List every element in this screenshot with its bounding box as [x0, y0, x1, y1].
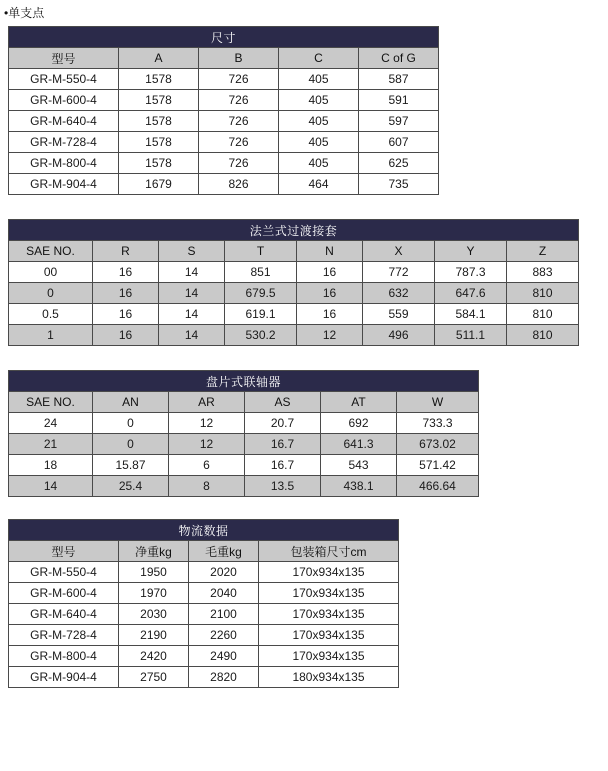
table-cell: 692: [321, 413, 397, 434]
table-cell: GR-M-728-4: [9, 132, 119, 153]
table-row: [9, 90, 439, 111]
table-title: 物流数据: [9, 520, 399, 541]
table-cell: 2100: [189, 604, 259, 625]
table-cell: 679.5: [225, 283, 297, 304]
table-cell: 2020: [189, 562, 259, 583]
column-header: AS: [245, 392, 321, 413]
table-cell: 496: [363, 325, 435, 346]
table-row: [9, 111, 439, 132]
table-cell: 170x934x135: [259, 646, 399, 667]
table-title-row: [9, 371, 479, 392]
table-cell: 1: [9, 325, 93, 346]
column-header: AR: [169, 392, 245, 413]
table-cell: 607: [359, 132, 439, 153]
table-cell: 1679: [119, 174, 199, 195]
table-row: [9, 262, 579, 283]
table-cell: 18: [9, 455, 93, 476]
table-cell: 851: [225, 262, 297, 283]
table-cell: GR-M-800-4: [9, 153, 119, 174]
section-bullet: •单支点: [4, 6, 45, 20]
table-title-row: [9, 220, 579, 241]
table-cell: 735: [359, 174, 439, 195]
table-cell: 0: [9, 283, 93, 304]
table-cell: 16.7: [245, 455, 321, 476]
table-cell: 543: [321, 455, 397, 476]
column-header: AT: [321, 392, 397, 413]
table-cell: 772: [363, 262, 435, 283]
table-cell: 14: [159, 325, 225, 346]
column-header: 型号: [9, 541, 119, 562]
table-cell: 673.02: [397, 434, 479, 455]
table-cell: 2820: [189, 667, 259, 688]
table-cell: 1578: [119, 69, 199, 90]
table-cell: 733.3: [397, 413, 479, 434]
table-cell: 405: [279, 90, 359, 111]
table-block-logistics: [0, 519, 608, 688]
table-row: [9, 625, 399, 646]
table-cell: 810: [507, 283, 579, 304]
table-cell: 2040: [189, 583, 259, 604]
table-cell: 16: [297, 304, 363, 325]
table-cell: 12: [297, 325, 363, 346]
table-cell: 726: [199, 132, 279, 153]
table-cell: 2190: [119, 625, 189, 646]
table-cell: 13.5: [245, 476, 321, 497]
tables-container: [0, 26, 608, 688]
table-cell: 1970: [119, 583, 189, 604]
table-cell: 8: [169, 476, 245, 497]
table-cell: 591: [359, 90, 439, 111]
column-header: 净重kg: [119, 541, 189, 562]
table-cell: 16: [93, 304, 159, 325]
table-spacer: [0, 195, 608, 219]
table-cell: 438.1: [321, 476, 397, 497]
table-spacer: [0, 346, 608, 370]
table-row: [9, 304, 579, 325]
column-header: C of G: [359, 48, 439, 69]
table-row: [9, 604, 399, 625]
table-cell: 2750: [119, 667, 189, 688]
table-cell: 1950: [119, 562, 189, 583]
table-header-row: [9, 48, 439, 69]
table-cell: 826: [199, 174, 279, 195]
column-header: 型号: [9, 48, 119, 69]
column-header: R: [93, 241, 159, 262]
table-cell: GR-M-600-4: [9, 583, 119, 604]
table-cell: 0: [93, 434, 169, 455]
column-header: X: [363, 241, 435, 262]
table-title: 盘片式联轴器: [9, 371, 479, 392]
table-header-row: [9, 392, 479, 413]
table-cell: 16: [297, 283, 363, 304]
table-cell: 405: [279, 111, 359, 132]
column-header: 包装箱尺寸cm: [259, 541, 399, 562]
table-row: [9, 69, 439, 90]
table-cell: 647.6: [435, 283, 507, 304]
table-cell: 619.1: [225, 304, 297, 325]
table-cell: 21: [9, 434, 93, 455]
table-cell: 2260: [189, 625, 259, 646]
table-cell: 16: [93, 283, 159, 304]
table-row: [9, 325, 579, 346]
table-row: [9, 413, 479, 434]
table-cell: 24: [9, 413, 93, 434]
table-cell: 16: [93, 262, 159, 283]
table-row: [9, 562, 399, 583]
table-cell: 464: [279, 174, 359, 195]
table-header-row: [9, 541, 399, 562]
table-cell: 170x934x135: [259, 604, 399, 625]
table-cell: 584.1: [435, 304, 507, 325]
table-row: [9, 476, 479, 497]
table-spacer: [0, 497, 608, 519]
column-header: Y: [435, 241, 507, 262]
table-cell: GR-M-550-4: [9, 69, 119, 90]
column-header: SAE NO.: [9, 241, 93, 262]
table-cell: 0: [93, 413, 169, 434]
table-cell: 641.3: [321, 434, 397, 455]
table-header-row: [9, 241, 579, 262]
table-cell: 530.2: [225, 325, 297, 346]
table-title-row: [9, 520, 399, 541]
table-cell: 511.1: [435, 325, 507, 346]
table-cell: GR-M-550-4: [9, 562, 119, 583]
table-cell: GR-M-728-4: [9, 625, 119, 646]
column-header: C: [279, 48, 359, 69]
table-cell: 16.7: [245, 434, 321, 455]
table-cell: 466.64: [397, 476, 479, 497]
table-row: [9, 455, 479, 476]
spec-table-disc-coupling: [8, 370, 479, 497]
table-cell: 0.5: [9, 304, 93, 325]
table-row: [9, 667, 399, 688]
table-cell: 632: [363, 283, 435, 304]
table-cell: 559: [363, 304, 435, 325]
table-cell: 170x934x135: [259, 562, 399, 583]
column-header: T: [225, 241, 297, 262]
table-cell: 14: [159, 304, 225, 325]
column-header: B: [199, 48, 279, 69]
table-cell: 14: [9, 476, 93, 497]
table-cell: 726: [199, 90, 279, 111]
table-row: [9, 283, 579, 304]
table-cell: 20.7: [245, 413, 321, 434]
table-cell: 405: [279, 69, 359, 90]
table-cell: 170x934x135: [259, 583, 399, 604]
column-header: W: [397, 392, 479, 413]
table-row: [9, 174, 439, 195]
column-header: S: [159, 241, 225, 262]
table-title: 尺寸: [9, 27, 439, 48]
column-header: AN: [93, 392, 169, 413]
table-cell: 1578: [119, 90, 199, 111]
table-cell: GR-M-904-4: [9, 174, 119, 195]
table-cell: 6: [169, 455, 245, 476]
table-cell: 810: [507, 325, 579, 346]
table-cell: 597: [359, 111, 439, 132]
table-cell: 810: [507, 304, 579, 325]
table-row: [9, 583, 399, 604]
table-cell: 12: [169, 434, 245, 455]
table-cell: 16: [297, 262, 363, 283]
table-cell: 14: [159, 262, 225, 283]
table-block-dimensions: [0, 26, 608, 195]
table-cell: 15.87: [93, 455, 169, 476]
table-block-flange-adapter: [0, 219, 608, 346]
table-cell: GR-M-904-4: [9, 667, 119, 688]
table-cell: 12: [169, 413, 245, 434]
table-cell: 726: [199, 111, 279, 132]
column-header: Z: [507, 241, 579, 262]
table-cell: 2490: [189, 646, 259, 667]
table-cell: 571.42: [397, 455, 479, 476]
table-cell: 726: [199, 153, 279, 174]
table-row: [9, 434, 479, 455]
table-cell: 2420: [119, 646, 189, 667]
table-cell: GR-M-800-4: [9, 646, 119, 667]
table-cell: 180x934x135: [259, 667, 399, 688]
table-title: 法兰式过渡接套: [9, 220, 579, 241]
spec-table-flange-adapter: [8, 219, 579, 346]
spec-table-dimensions: [8, 26, 439, 195]
table-cell: 787.3: [435, 262, 507, 283]
table-cell: 1578: [119, 132, 199, 153]
table-cell: 883: [507, 262, 579, 283]
column-header: 毛重kg: [189, 541, 259, 562]
table-cell: 14: [159, 283, 225, 304]
spec-table-logistics: [8, 519, 399, 688]
table-cell: 16: [93, 325, 159, 346]
table-cell: 25.4: [93, 476, 169, 497]
column-header: A: [119, 48, 199, 69]
table-title-row: [9, 27, 439, 48]
table-row: [9, 646, 399, 667]
table-cell: 1578: [119, 111, 199, 132]
table-cell: GR-M-600-4: [9, 90, 119, 111]
table-cell: 170x934x135: [259, 625, 399, 646]
column-header: SAE NO.: [9, 392, 93, 413]
table-cell: GR-M-640-4: [9, 604, 119, 625]
table-cell: 625: [359, 153, 439, 174]
table-cell: 405: [279, 153, 359, 174]
table-block-disc-coupling: [0, 370, 608, 497]
column-header: N: [297, 241, 363, 262]
table-cell: 00: [9, 262, 93, 283]
table-cell: 587: [359, 69, 439, 90]
table-cell: 726: [199, 69, 279, 90]
table-cell: 1578: [119, 153, 199, 174]
table-row: [9, 153, 439, 174]
table-cell: 405: [279, 132, 359, 153]
table-row: [9, 132, 439, 153]
table-cell: 2030: [119, 604, 189, 625]
table-cell: GR-M-640-4: [9, 111, 119, 132]
